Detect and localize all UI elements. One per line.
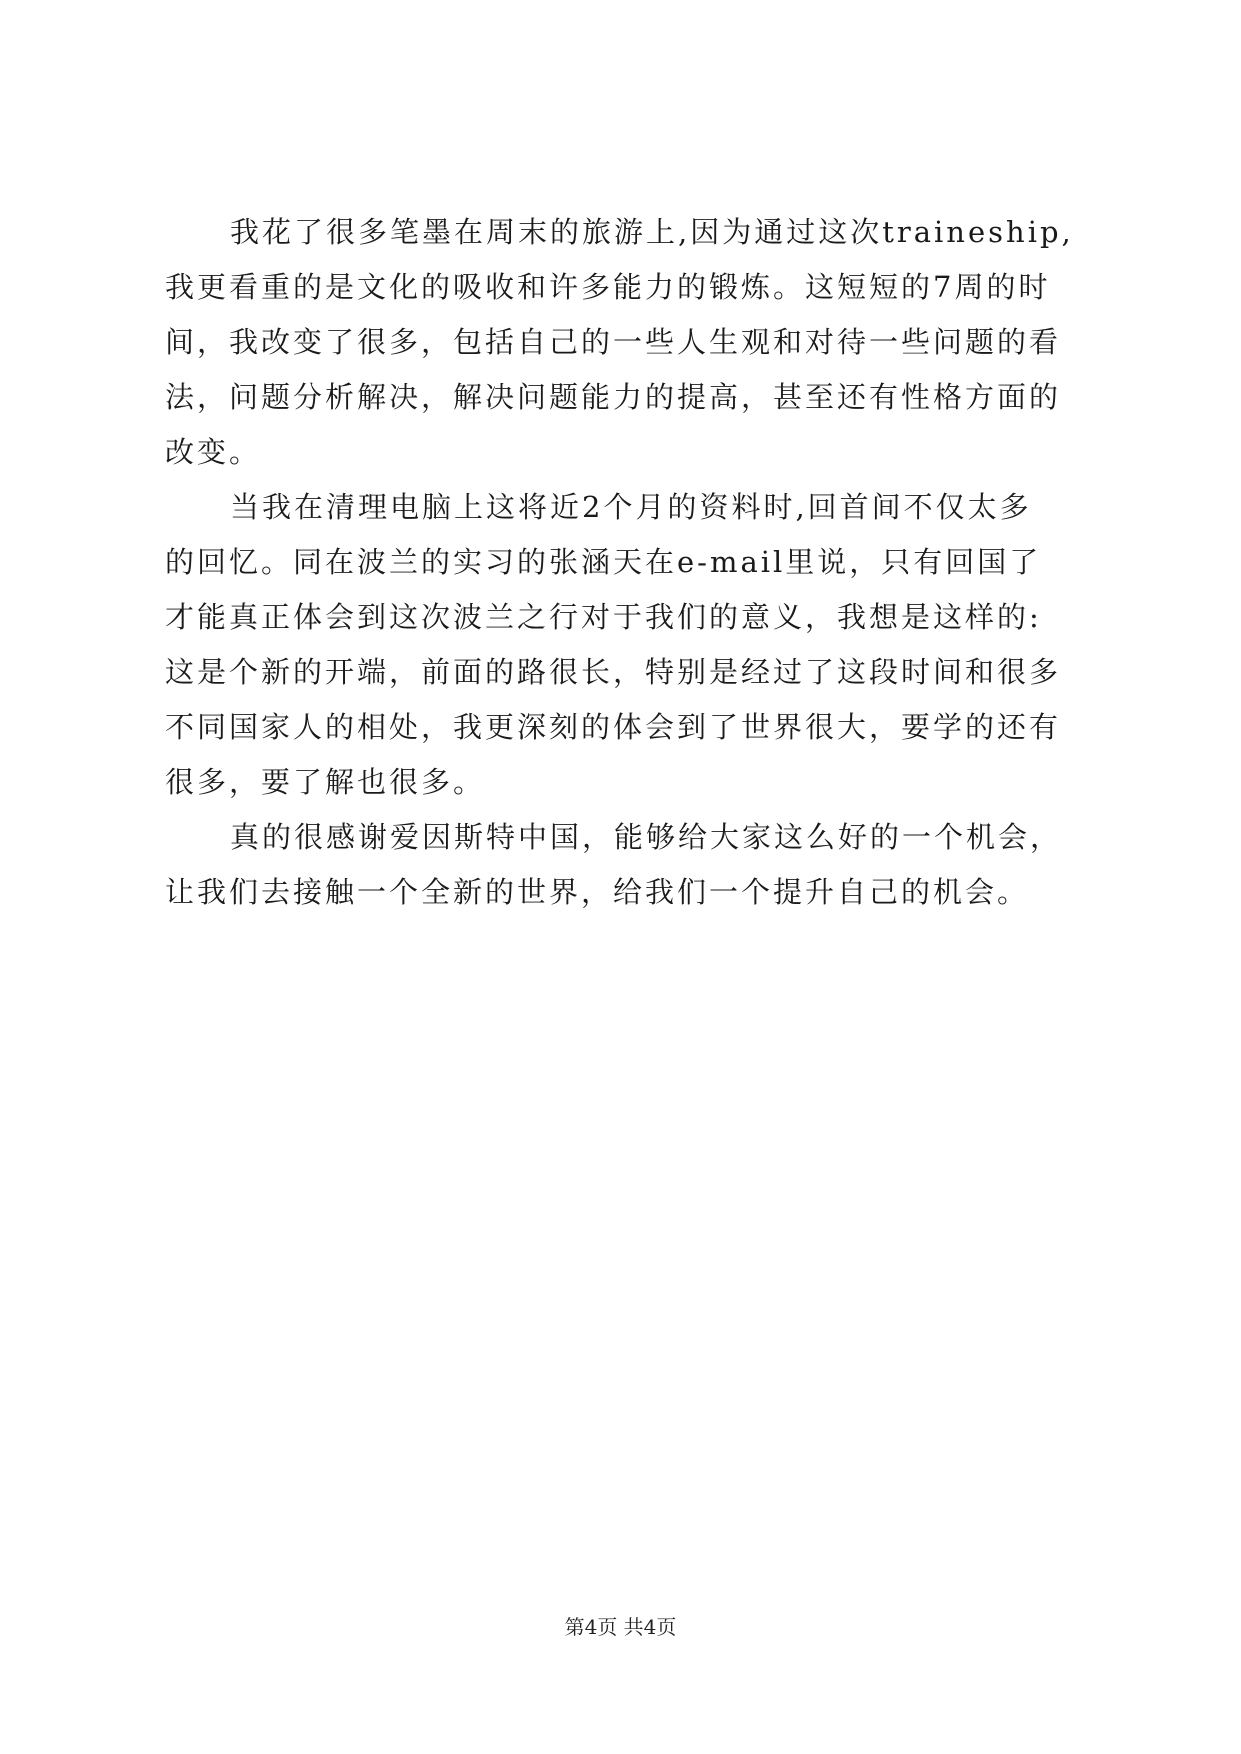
paragraph-2-line-2: 的回忆。同在波兰的实习的张涵天在e-mail里说，只有回国了: [165, 545, 1042, 579]
paragraph-1-line-2: 我更看重的是文化的吸收和许多能力的锻炼。这短短的7周的时: [165, 270, 1051, 304]
paragraph-2-line-4: 这是个新的开端，前面的路很长，特别是经过了这段时间和很多: [165, 655, 1062, 689]
paragraph-1-line-4: 法，问题分析解决，解决问题能力的提高，甚至还有性格方面的: [165, 380, 1062, 414]
paragraph-3-line-2: 让我们去接触一个全新的世界，给我们一个提升自己的机会。: [165, 875, 1030, 909]
paragraph-3-line-1: 真的很感谢爱因斯特中国，能够给大家这么好的一个机会，: [230, 820, 1063, 854]
paragraph-1-line-1: 我花了很多笔墨在周末的旅游上,因为通过这次traineship,: [230, 215, 1074, 249]
paragraph-2-line-3: 才能真正体会到这次波兰之行对于我们的意义，我想是这样的:: [165, 600, 1042, 634]
paragraph-2-line-5: 不同国家人的相处，我更深刻的体会到了世界很大，要学的还有: [165, 710, 1062, 744]
paragraph-2-line-6: 很多，要了解也很多。: [165, 765, 486, 799]
paragraph-1-line-3: 间，我改变了很多，包括自己的一些人生观和对待一些问题的看: [165, 325, 1062, 359]
paragraph-2-line-1: 当我在清理电脑上这将近2个月的资料时,回首间不仅太多: [230, 490, 1032, 524]
page-number-footer: 第4页 共4页: [564, 1615, 677, 1639]
paragraph-1-line-5: 改变。: [165, 435, 262, 469]
document-body: [165, 205, 1100, 920]
